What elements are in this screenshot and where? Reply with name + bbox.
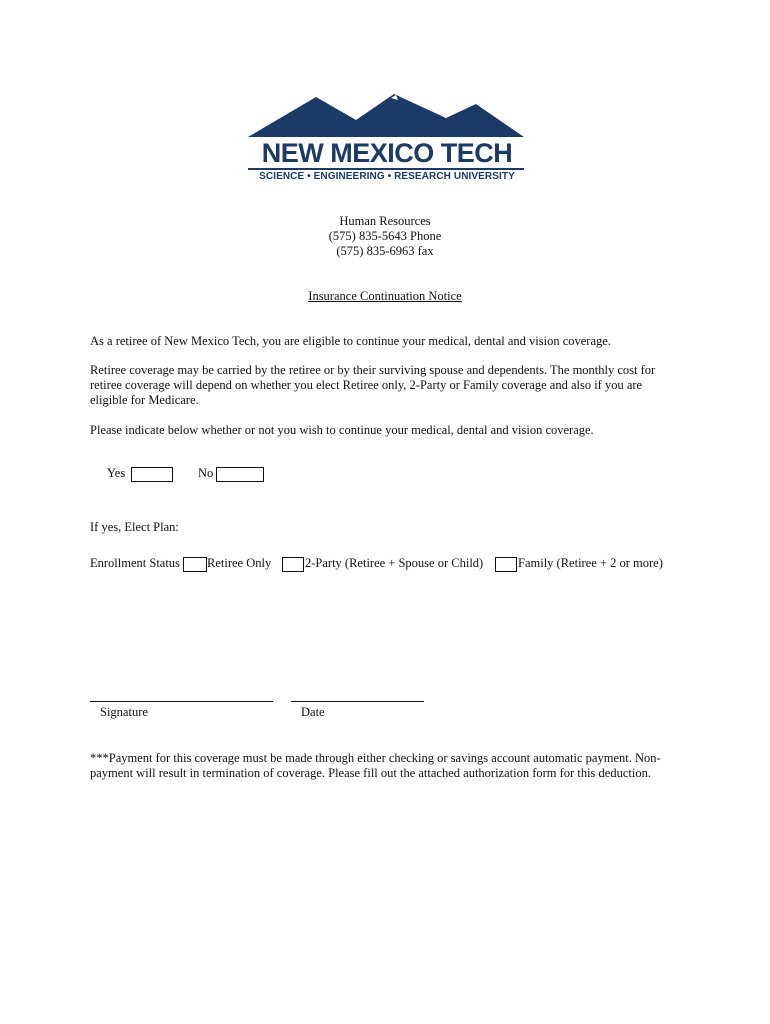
no-checkbox[interactable] [216,467,264,482]
logo-wordmark: NEW MEXICO TECH [261,138,513,168]
coverage-line-2: retiree coverage will depend on whether you elect Retiree only, 2-Party or Family coverage and also if you are [90,378,643,392]
signature-line[interactable] [90,701,273,702]
fax: (575) 835-6963 fax [336,244,434,258]
family-checkbox[interactable] [495,557,517,572]
yes-checkbox[interactable] [131,467,173,482]
retiree-only-label: Retiree Only [207,556,272,570]
yes-label: Yes [107,466,126,480]
date-line[interactable] [291,701,424,702]
coverage-line-3: eligible for Medicare. [90,393,199,407]
payment-note-line-2: payment will result in termination of coverage. Please fill out the attached authorization form for this deduction. [90,766,651,780]
two-party-checkbox[interactable] [282,557,304,572]
family-label: Family (Retiree + 2 or more) [518,556,663,570]
elect-plan-label: If yes, Elect Plan: [90,520,179,534]
notice-title: Insurance Continuation Notice [308,289,462,303]
payment-note-line-1: ***Payment for this coverage must be made through either checking or savings account automatic payment. Non- [90,751,661,765]
date-label: Date [301,705,325,719]
intro-paragraph: As a retiree of New Mexico Tech, you are eligible to continue your medical, dental and vision coverage. [90,334,611,348]
enrollment-status-label: Enrollment Status [90,556,180,570]
coverage-line-1: Retiree coverage may be carried by the retiree or by their surviving spouse and dependents. The monthly cost for [90,363,656,377]
two-party-label: 2-Party (Retiree + Spouse or Child) [305,556,484,570]
indicate-paragraph: Please indicate below whether or not you wish to continue your medical, dental and vision coverage. [90,423,594,437]
phone: (575) 835-5643 Phone [328,229,442,243]
signature-label: Signature [100,705,148,719]
no-label: No [198,466,214,480]
logo-tagline: SCIENCE • ENGINEERING • RESEARCH UNIVERSITY [259,171,515,182]
department: Human Resources [339,214,431,228]
retiree-only-checkbox[interactable] [183,557,207,572]
